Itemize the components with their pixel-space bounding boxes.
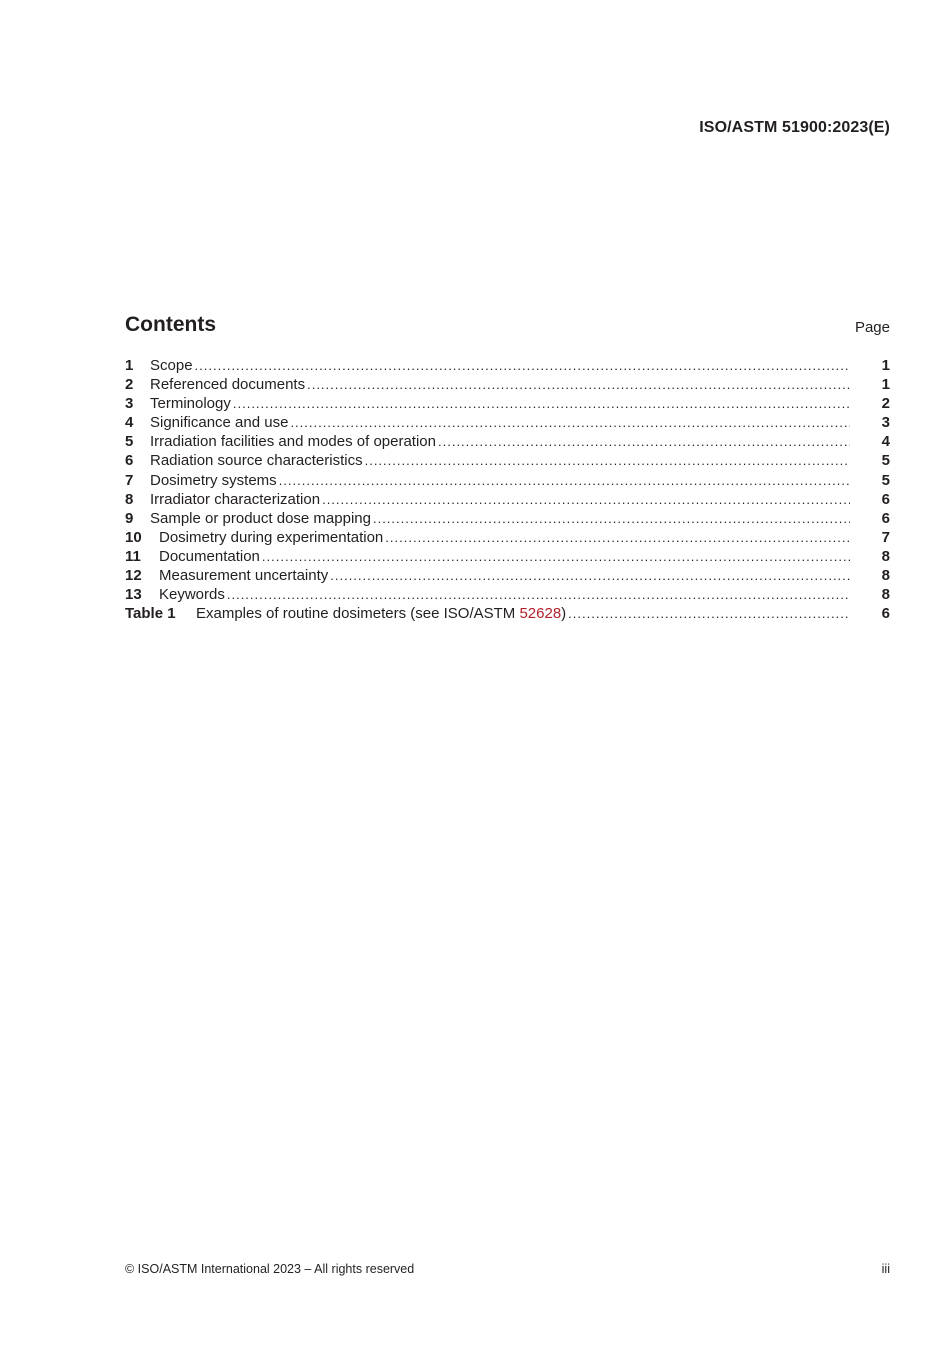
toc-entry-9[interactable] <box>125 509 890 528</box>
toc-entry-page: 1 <box>881 376 890 394</box>
toc-entry-page: 1 <box>881 357 890 374</box>
copyright-notice: © ISO/ASTM International 2023 – All rights reserved <box>125 1262 415 1276</box>
toc-entry-page: 6 <box>881 490 890 508</box>
toc-entry-6[interactable] <box>125 451 890 470</box>
dot-leader <box>436 432 850 451</box>
toc-entry-12[interactable] <box>125 566 890 585</box>
toc-entry-page: 3 <box>881 414 890 432</box>
contents-title: Contents <box>125 313 216 336</box>
toc-entry-number: 13 <box>125 586 142 604</box>
dot-leader <box>383 528 850 547</box>
dot-leader <box>305 375 850 394</box>
toc-entry-3[interactable] <box>125 394 890 413</box>
dot-leader <box>363 451 850 470</box>
toc-entry-page: 4 <box>881 433 890 451</box>
contents-header <box>125 313 890 343</box>
dot-leader <box>566 604 850 623</box>
toc-entry-page: 2 <box>881 395 890 413</box>
dot-leader <box>371 509 850 528</box>
toc-entry-title: Referenced documents <box>150 376 306 394</box>
dot-leader <box>320 490 850 509</box>
toc-entry-5[interactable] <box>125 432 890 451</box>
toc-entry-title: Irradiation facilities and modes of operation <box>150 433 436 451</box>
toc-entry-8[interactable] <box>125 490 890 509</box>
toc-entry-7[interactable] <box>125 471 890 490</box>
toc-entry-page: 8 <box>881 567 890 585</box>
toc-entry-page: 6 <box>881 605 890 623</box>
dot-leader <box>277 471 850 490</box>
table-of-contents <box>125 356 890 623</box>
toc-entry-title: Scope <box>150 357 193 374</box>
toc-entry-number: 8 <box>125 490 134 508</box>
toc-entry-title: Dosimetry systems <box>150 471 277 489</box>
page-column-label: Page <box>854 319 890 336</box>
toc-entry-number: 2 <box>125 376 134 394</box>
toc-entry-number: 7 <box>125 471 134 489</box>
toc-entry-title: Radiation source characteristics <box>150 452 363 470</box>
dot-leader <box>193 356 850 375</box>
dot-leader <box>288 413 850 432</box>
toc-entry-title: Sample or product dose mapping <box>150 509 371 527</box>
toc-entry-number: 11 <box>125 547 141 565</box>
toc-entry-1[interactable] <box>125 356 890 375</box>
toc-entry-page: 5 <box>881 452 890 470</box>
standard-reference-link[interactable]: 52628 <box>519 605 562 623</box>
toc-table-title-end: ) <box>561 605 567 623</box>
toc-entry-page: 5 <box>881 471 890 489</box>
dot-leader <box>328 566 850 585</box>
toc-entry-title: Documentation <box>159 547 260 565</box>
toc-entry-number: 10 <box>125 528 142 546</box>
toc-entry-number: 6 <box>125 452 134 470</box>
toc-entry-page: 7 <box>881 528 890 546</box>
dot-leader <box>225 585 850 604</box>
toc-entry-title: Keywords <box>159 586 225 604</box>
toc-entry-title: Dosimetry during experimentation <box>159 528 384 546</box>
toc-entry-table-1[interactable] <box>125 604 890 623</box>
toc-entry-number: 5 <box>125 433 134 451</box>
toc-entry-number: 4 <box>125 414 134 432</box>
toc-entry-page: 8 <box>881 547 890 565</box>
toc-entry-11[interactable] <box>125 547 890 566</box>
toc-entry-title: Terminology <box>150 395 231 413</box>
dot-leader <box>231 394 850 413</box>
toc-entry-10[interactable] <box>125 528 890 547</box>
toc-entry-page: 8 <box>881 586 890 604</box>
toc-entry-number: 9 <box>125 509 134 527</box>
toc-entry-number: 1 <box>125 357 134 374</box>
page-number: iii <box>881 1262 890 1276</box>
toc-entry-4[interactable] <box>125 413 890 432</box>
toc-entry-title: Significance and use <box>150 414 289 432</box>
toc-entry-page: 6 <box>881 509 890 527</box>
toc-table-title <box>196 604 566 623</box>
toc-entry-number: 3 <box>125 395 134 413</box>
document-id: ISO/ASTM 51900:2023(E) <box>699 119 890 136</box>
toc-entry-title: Measurement uncertainty <box>159 567 329 585</box>
toc-entry-number: 12 <box>125 567 142 585</box>
dot-leader <box>260 547 850 566</box>
toc-table-title-text: Examples of routine dosimeters (see ISO/ASTM <box>196 605 520 623</box>
toc-entry-13[interactable] <box>125 585 890 604</box>
toc-table-number: Table 1 <box>125 605 176 623</box>
toc-entry-title: Irradiator characterization <box>150 490 321 508</box>
toc-entry-2[interactable] <box>125 375 890 394</box>
